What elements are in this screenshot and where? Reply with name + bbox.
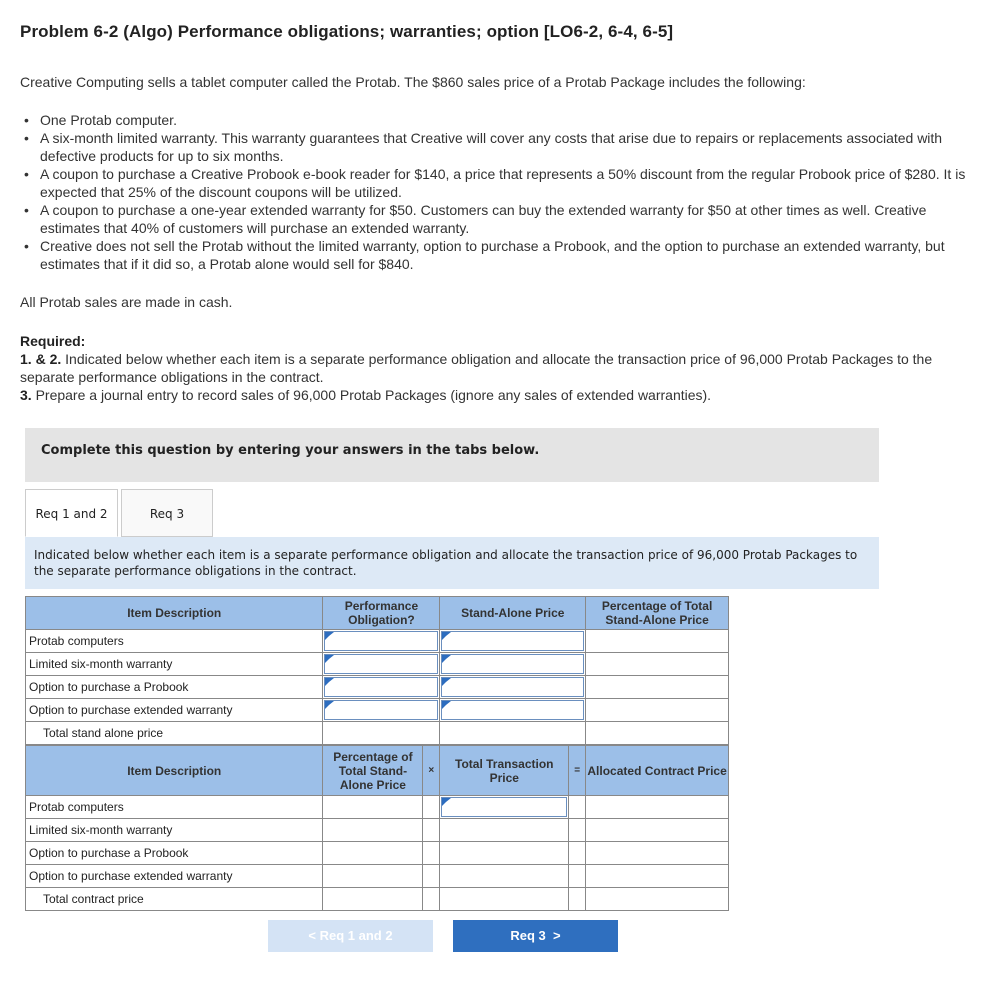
table-row [26, 676, 729, 699]
header-total-transaction-price: Total Transaction Price [440, 746, 569, 796]
allocated-price-cell [586, 842, 729, 865]
table-row [26, 630, 729, 653]
tab-req-3[interactable]: Req 3 [121, 489, 213, 537]
next-button-label: Req 3 [510, 928, 546, 943]
header-percentage-total: Percentage of Total Stand-Alone Price [586, 597, 729, 630]
row-label: Limited six-month warranty [26, 653, 323, 676]
allocated-price-cell [586, 865, 729, 888]
performance-obligation-select[interactable] [323, 676, 440, 699]
next-button[interactable] [453, 920, 618, 952]
header-allocated-contract-price: Allocated Contract Price [586, 746, 729, 796]
row-label: Option to purchase a Probook [26, 676, 323, 699]
package-items-list [22, 111, 967, 273]
header-item-description: Item Description [26, 597, 323, 630]
total-label: Total stand alone price [26, 722, 323, 745]
table-row [26, 842, 729, 865]
row-label: Protab computers [26, 630, 323, 653]
percentage-cell [586, 630, 729, 653]
empty-cell [323, 722, 440, 745]
performance-obligation-select[interactable] [323, 653, 440, 676]
percentage-cell [586, 676, 729, 699]
required-item-text: Indicated below whether each item is a separate performance obligation and allocate the transaction price of 96,000 Protab Packages to the separate performance obligations in the contract. [20, 351, 933, 385]
total-contract-price-cell [586, 888, 729, 911]
stand-alone-price-input[interactable] [440, 653, 586, 676]
row-label: Protab computers [26, 796, 323, 819]
total-label: Total contract price [26, 888, 323, 911]
operator-cell [569, 888, 586, 911]
table-row [26, 819, 729, 842]
problem-title: Problem 6-2 (Algo) Performance obligations; warranties; option [LO6-2, 6-4, 6-5] [20, 22, 674, 41]
table-row [26, 865, 729, 888]
transaction-price-cell [440, 819, 569, 842]
standalone-price-table [25, 596, 729, 745]
prev-button[interactable] [268, 920, 433, 952]
stand-alone-price-input[interactable] [440, 676, 586, 699]
performance-obligation-select[interactable] [323, 699, 440, 722]
chevron-right-icon: > [545, 928, 561, 943]
percentage-cell [586, 699, 729, 722]
list-item: • One Protab computer. [22, 111, 967, 129]
prev-button-label: Req 1 and 2 [319, 928, 393, 943]
cash-note: All Protab sales are made in cash. [20, 294, 233, 310]
complete-note: Complete this question by entering your answers in the tabs below. [41, 443, 540, 458]
performance-obligation-select[interactable] [323, 630, 440, 653]
operator-cell [569, 819, 586, 842]
required-heading: Required: [20, 333, 86, 349]
percentage-cell [323, 865, 423, 888]
table-row [26, 888, 729, 911]
percentage-cell [323, 819, 423, 842]
intro-text: Creative Computing sells a tablet computer called the Protab. The $860 sales price of a Protab Package includes the following: [20, 74, 806, 90]
allocation-table [25, 745, 729, 911]
instruction-box [25, 537, 879, 589]
table-row [26, 722, 729, 745]
chevron-left-icon: < [308, 928, 320, 943]
operator-cell [423, 865, 440, 888]
header-percentage-total: Percentage of Total Stand-Alone Price [323, 746, 423, 796]
header-performance-obligation: Performance Obligation? [323, 597, 440, 630]
list-item: • Creative does not sell the Protab without the limited warranty, option to purchase a Probook, and the option to purchase an extended warranty, but estimates that if it did so, a Protab alone would sell for $840. [22, 237, 967, 273]
table-row [26, 699, 729, 722]
total-transaction-price-input[interactable] [440, 796, 569, 819]
list-item: • A coupon to purchase a Creative Probook e-book reader for $140, a price that represents a 50% discount from the regular Probook price of $280. It is expected that 25% of the discount coupons will be utilized. [22, 165, 967, 201]
required-item-text: Prepare a journal entry to record sales of 96,000 Protab Packages (ignore any sales of extended warranties). [31, 387, 712, 403]
stand-alone-price-input[interactable] [440, 699, 586, 722]
total-stand-alone-cell [440, 722, 586, 745]
transaction-price-cell [440, 865, 569, 888]
allocated-price-cell [586, 819, 729, 842]
required-item-3 [20, 386, 950, 404]
multiply-operator: × [423, 746, 440, 796]
percentage-cell [586, 653, 729, 676]
list-item: • A coupon to purchase a one-year extended warranty for $50. Customers can buy the extended warranty for $50 at other times as well. Creative estimates that 40% of customers will purchase an extended warranty. [22, 201, 967, 237]
empty-cell [323, 888, 423, 911]
list-item: • A six-month limited warranty. This warranty guarantees that Creative will cover any costs that arise due to repairs or replacements associated with defective products for up to six months. [22, 129, 967, 165]
operator-cell [569, 842, 586, 865]
row-label: Option to purchase extended warranty [26, 699, 323, 722]
required-item-1-2 [20, 350, 950, 386]
tab-req-1-and-2[interactable]: Req 1 and 2 [25, 489, 118, 537]
required-section [20, 332, 950, 404]
transaction-price-cell [440, 842, 569, 865]
equals-operator: = [569, 746, 586, 796]
percentage-cell [323, 842, 423, 865]
complete-note-box [25, 428, 879, 482]
header-stand-alone-price: Stand-Alone Price [440, 597, 586, 630]
total-percentage-cell [586, 722, 729, 745]
operator-cell [569, 865, 586, 888]
header-item-description: Item Description [26, 746, 323, 796]
operator-cell [423, 888, 440, 911]
row-label: Option to purchase a Probook [26, 842, 323, 865]
row-label: Limited six-month warranty [26, 819, 323, 842]
operator-cell [569, 796, 586, 819]
table-row [26, 653, 729, 676]
required-item-number: 1. & 2. [20, 351, 62, 367]
row-label: Option to purchase extended warranty [26, 865, 323, 888]
required-item-number: 3. [20, 387, 32, 403]
operator-cell [423, 819, 440, 842]
empty-cell [440, 888, 569, 911]
stand-alone-price-input[interactable] [440, 630, 586, 653]
operator-cell [423, 796, 440, 819]
percentage-cell [323, 796, 423, 819]
instruction-text: Indicated below whether each item is a separate performance obligation and allocate the transaction price of 96,000 Protab Packages to the separate performance obligations in the contract. [34, 548, 858, 578]
table-row [26, 796, 729, 819]
operator-cell [423, 842, 440, 865]
allocated-price-cell [586, 796, 729, 819]
